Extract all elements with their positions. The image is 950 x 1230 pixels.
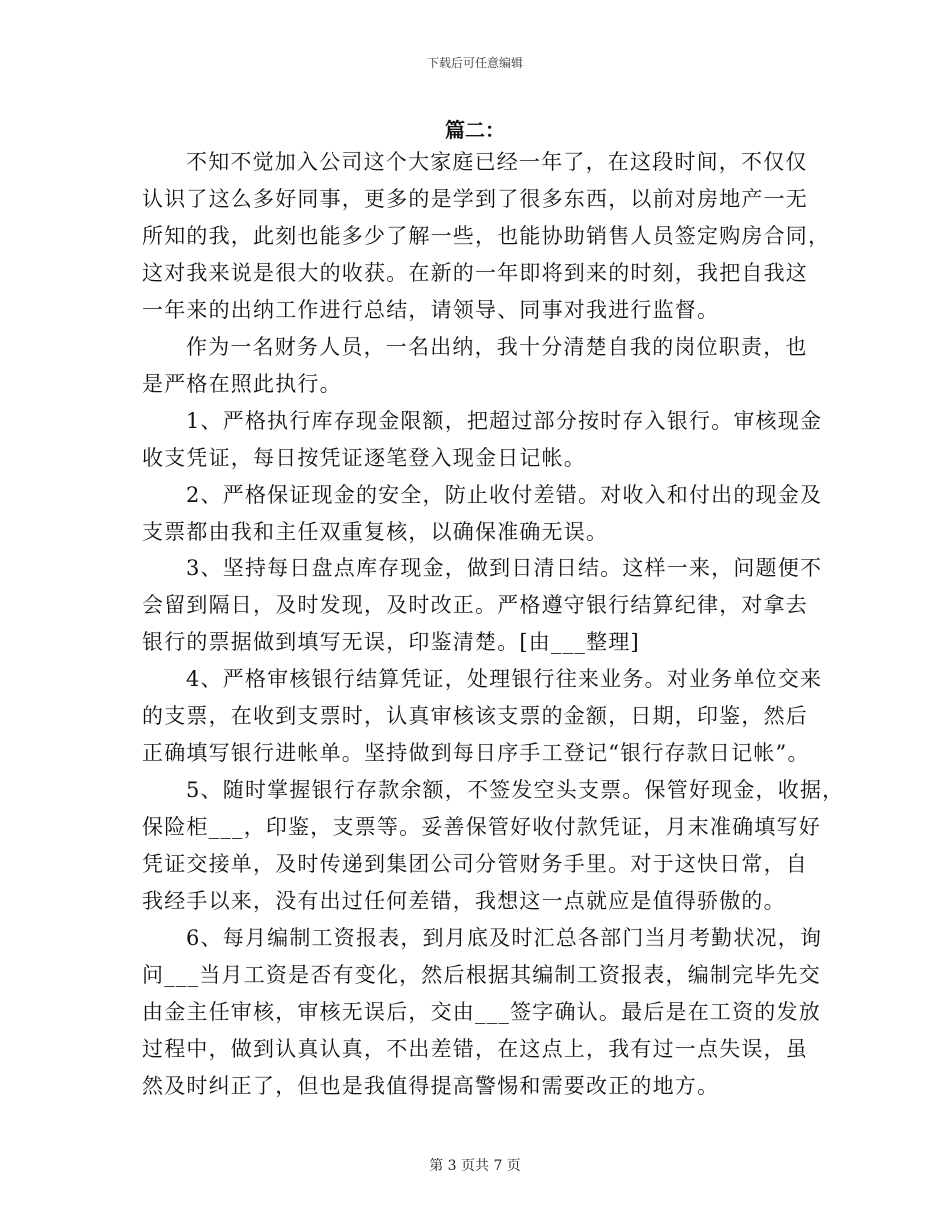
paragraph-line: 会留到隔日，及时发现，及时改正。严格遵守银行结算纪律，对拿去 [142, 593, 808, 618]
paragraph-line: 一年来的出纳工作进行总结，请领导、同事对我进行监督。 [142, 297, 720, 322]
paragraph-line: 收支凭证，每日按凭证逐笔登入现金日记帐。 [142, 445, 586, 470]
paragraph-line: 正确填写银行进帐单。坚持做到每日序手工登记“银行存款日记帐”。 [142, 741, 810, 766]
paragraph-first-line: 3、坚持每日盘点库存现金，做到日清日结。这样一来，问题便不 [186, 556, 823, 581]
paragraph-line: 由金主任审核，审核无误后，交由___签字确认。最后是在工资的发放 [142, 999, 821, 1024]
paragraph-first-line: 5、随时掌握银行存款余额，不签发空头支票。保管好现金，收据， [186, 778, 845, 803]
paragraph-line: 凭证交接单，及时传递到集团公司分管财务手里。对于这快日常，自 [142, 852, 808, 877]
paragraph-line: 认识了这么多好同事，更多的是学到了很多东西，以前对房地产一无 [142, 186, 808, 211]
page-header: 下载后可任意编辑 [426, 56, 523, 70]
paragraph-line: 我经手以来，没有出过任何差错，我想这一点就应是值得骄傲的。 [142, 889, 786, 913]
paragraph-line: 过程中，做到认真认真，不出差错，在这点上，我有过一点失误，虽 [142, 1036, 808, 1061]
paragraph-first-line: 2、严格保证现金的安全，防止收付差错。对收入和付出的现金及 [186, 482, 823, 507]
paragraph-line: 所知的我，此刻也能多少了解一些，也能协助销售人员签定购房合同， [142, 223, 831, 248]
paragraph-first-line: 4、严格审核银行结算凭证，处理银行往来业务。对业务单位交来 [186, 667, 823, 692]
page-number-footer: 第 3 页共 7 页 [429, 1158, 521, 1174]
paragraph-line: 银行的票据做到填写无误，印鉴清楚。[由___整理] [142, 630, 640, 655]
paragraph-line: 支票都由我和主任双重复核，以确保准确无误。 [142, 519, 609, 544]
paragraph-line: 这对我来说是很大的收获。在新的一年即将到来的时刻，我把自我这 [142, 260, 808, 285]
paragraph-line: 保险柜___，印鉴，支票等。妥善保管好收付款凭证，月末准确填写好 [142, 815, 821, 840]
paragraph-line: 的支票，在收到支票时，认真审核该支票的金额，日期，印鉴，然后 [142, 704, 808, 729]
paragraph-first-line: 作为一名财务人员，一名出纳，我十分清楚自我的岗位职责，也 [186, 334, 808, 359]
paragraph-line: 问___当月工资是否有变化，然后根据其编制工资报表，编制完毕先交 [142, 962, 821, 987]
paragraph-first-line: 不知不觉加入公司这个大家庭已经一年了，在这段时间，不仅仅 [186, 150, 808, 174]
paragraph-line: 然及时纠正了，但也是我值得提高警惕和需要改正的地方。 [142, 1073, 720, 1098]
paragraph-first-line: 6、每月编制工资报表，到月底及时汇总各部门当月考勤状况，询 [186, 925, 823, 950]
paragraph-first-line: 1、严格执行库存现金限额，把超过部分按时存入银行。审核现金 [186, 408, 823, 433]
section-title: 篇二： [445, 118, 505, 142]
paragraph-line: 是严格在照此执行。 [142, 371, 342, 396]
